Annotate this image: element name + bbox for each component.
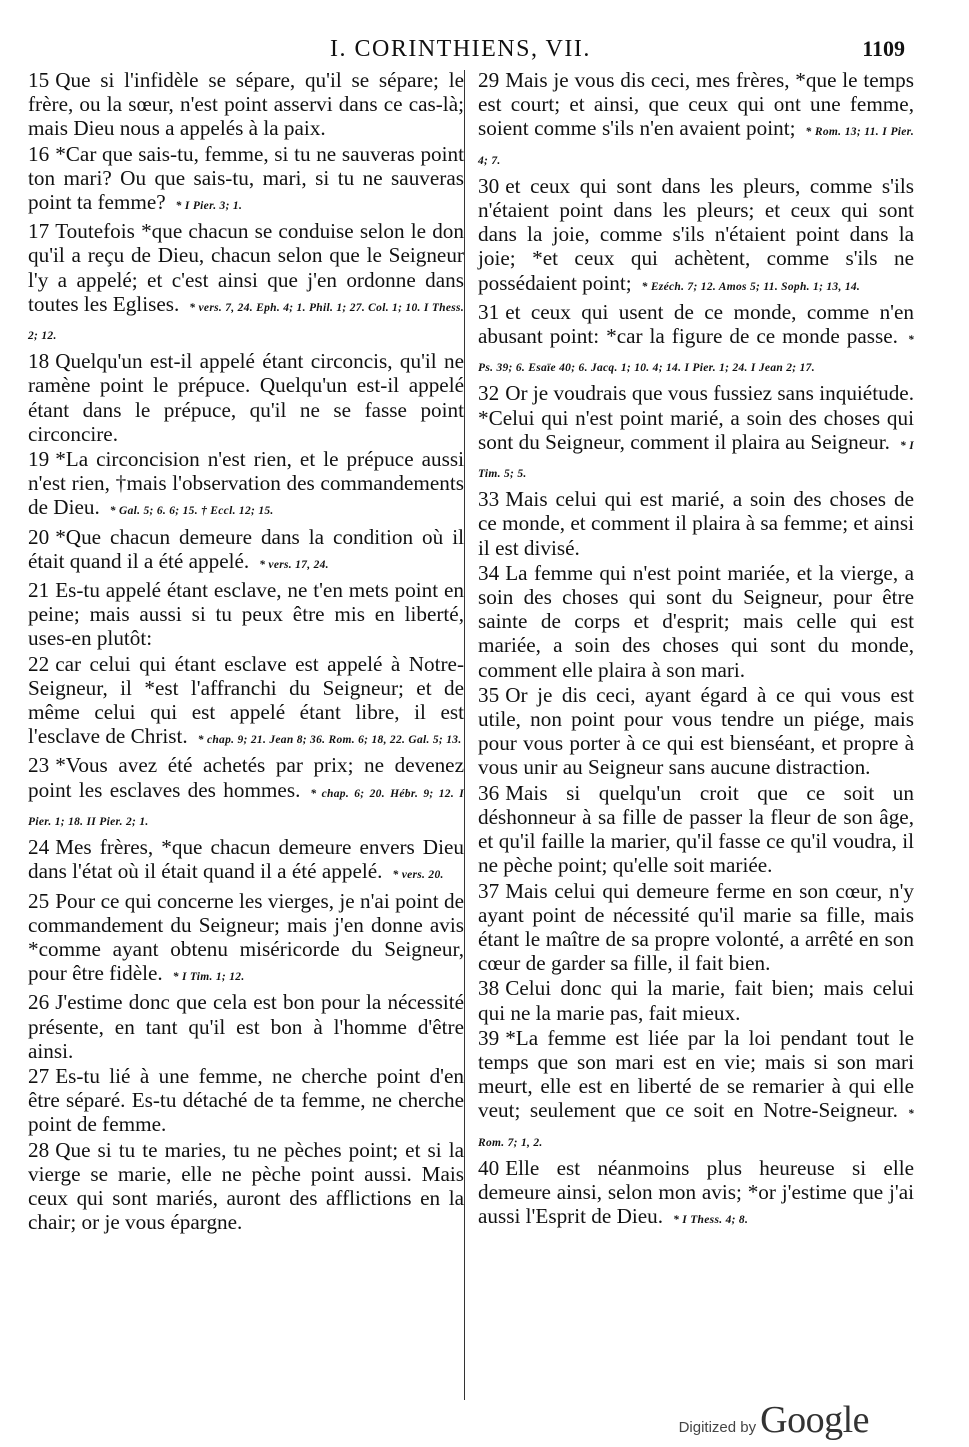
verse	[478, 174, 914, 299]
page-header	[0, 30, 969, 66]
verse-text: et ceux qui sont dans les pleurs, comme s'ils n'étaient point dans les pleurs; et ceux qui sont dans la joie, comme s'ils n'étaient point dans la joie; *et ceux qui achètent, comme s'ils ne possédaient point;	[478, 173, 914, 295]
verse-text: Mais si quelqu'un croit que ce soit un déshonneur à sa fille de passer la fleur de son âge, et qu'il faille la marier, qu'il fasse ce qu'il voudra, il ne pèche point; qu'elle soit mariée.	[478, 780, 914, 878]
verse	[478, 561, 914, 682]
cross-reference: * I Tim. 1; 12.	[172, 971, 245, 984]
verse-text: *Vous avez été achetés par prix; ne devenez point les esclaves des hommes.	[28, 753, 464, 802]
verse-number: 29	[478, 68, 500, 92]
verse	[28, 68, 464, 141]
right-column	[478, 68, 914, 1233]
digitized-label: Digitized by	[678, 1419, 757, 1436]
cross-reference: * vers. 17, 24.	[259, 558, 329, 571]
cross-reference: * I Pier. 3; 1.	[175, 200, 243, 213]
verse-number: 16	[28, 141, 50, 166]
verse-text: Es-tu lié à une femme, ne cherche point d'en être séparé. Es-tu détaché de ta femme, ne cherche point de femme.	[28, 1063, 464, 1137]
verse-number: 31	[478, 299, 500, 324]
verse	[478, 683, 914, 780]
verse	[478, 976, 914, 1024]
verse-number: 28	[28, 1137, 50, 1162]
verse	[28, 525, 464, 577]
verse-text: La femme qui n'est point mariée, et la vierge, a soin des choses qui sont du Seigneur, pour être sainte de corps et d'esprit; mais celle qui est mariée, a soin des choses qui sont du monde, comment elle plaira à son mari.	[478, 560, 914, 682]
verse-text: Mais je vous dis ceci, mes frères, *que le temps est court; et ainsi, que ceux qui ont une femme, soient comme s'ils n'en avaient point;	[478, 68, 914, 141]
verse-text: *Car que sais-tu, femme, si tu ne sauveras point ton mari? Ou que sais-tu, mari, si tu ne sauveras point ta femme?	[28, 141, 464, 215]
verse-number: 21	[28, 578, 50, 603]
verse-text: Celui donc qui la marie, fait bien; mais celui qui ne la marie pas, fait mieux.	[478, 976, 914, 1025]
verse-number: 32	[478, 381, 500, 406]
verse	[28, 219, 464, 348]
verse	[28, 349, 464, 446]
verse	[28, 578, 464, 651]
cross-reference: * chap. 6; 20. Hébr. 9; 12. I Pier. 1; 18. II Pier. 2; 1.	[28, 787, 465, 828]
verse	[28, 142, 464, 219]
verse	[28, 652, 464, 753]
verse	[28, 990, 464, 1063]
verse-text: et ceux qui usent de ce monde, comme n'en abusant point: *car la figure de ce monde passe.	[478, 299, 914, 349]
verse-text: Elle est néanmoins plus heureuse si elle demeure ainsi, selon mon avis; *or j'estime que j'ai aussi l'Esprit de Dieu.	[478, 1155, 914, 1229]
cross-reference: * I Tim. 5; 5.	[478, 439, 914, 481]
verse-number: 23	[28, 753, 50, 778]
verse	[28, 447, 464, 524]
verse-number: 20	[28, 524, 50, 549]
verse-number: 25	[28, 888, 50, 913]
verse-text: Mais celui qui est marié, a soin des choses de ce monde, et comment il plaira à sa femme; et ainsi il est divisé.	[478, 487, 914, 560]
verse-text: Que si tu te maries, tu ne pèches point; et si la vierge se marie, elle ne pèche point aussi. Mais ceux qui sont mariés, auront des afflictions en la chair; or je vous épargne.	[28, 1137, 464, 1235]
verse	[28, 1138, 464, 1235]
verse-text: Or je voudrais que vous fussiez sans inquiétude. *Celui qui n'est point marié, a soin des choses qui sont du Seigneur, comment il plaira au Seigneur.	[478, 381, 914, 454]
verse-number: 36	[478, 780, 500, 805]
verse-text: Quelqu'un est-il appelé étant circoncis, qu'il ne ramène point le prépuce. Quelqu'un est-il appelé étant dans le prépuce, qu'il ne se fasse point circoncire.	[28, 349, 464, 446]
verse	[478, 781, 914, 878]
verse	[28, 889, 464, 990]
verse	[478, 381, 914, 486]
running-title: I. CORINTHIENS, VII.	[330, 36, 591, 62]
verse-number: 39	[478, 1025, 500, 1050]
verse-number: 30	[478, 173, 500, 198]
verse-number: 27	[28, 1063, 50, 1088]
verse	[478, 1026, 914, 1155]
verse-text: Pour ce qui concerne les vierges, je n'ai point de commandement du Seigneur; mais j'en donne avis *comme ayant obtenu miséricorde du Seigneur, pour être fidèle.	[28, 888, 464, 986]
verse	[28, 835, 464, 887]
verse-number: 34	[478, 560, 500, 585]
verse-number: 40	[478, 1155, 500, 1180]
verse-number: 18	[28, 349, 50, 374]
verse	[478, 487, 914, 560]
verse-number: 33	[478, 487, 500, 512]
verse-text: Que si l'infidèle se sépare, qu'il se sépare; le frère, ou la sœur, n'est point asservi dans ce cas-là; mais Dieu nous a appelés à la paix.	[28, 68, 464, 141]
verse	[478, 300, 914, 381]
verse	[478, 879, 914, 976]
verse-number: 35	[478, 682, 500, 707]
cross-reference: * I Thess. 4; 8.	[673, 1214, 749, 1227]
cross-reference: * vers. 7, 24. Eph. 4; 1. Phil. 1; 27. Col. 1; 10. I Thess. 2; 12.	[28, 301, 464, 343]
verse-number: 26	[28, 990, 50, 1015]
verse-text: *La femme est liée par la loi pendant tout le temps que son mari est en vie; mais si son mari meurt, elle est en liberté de se remarier à qui elle veut; seulement que ce soit en Notre-Seigneur.	[478, 1025, 914, 1123]
cross-reference: * Rom. 7; 1, 2.	[478, 1108, 914, 1149]
verse-text: Mes frères, *que chacun demeure envers Dieu dans l'état où il était quand il a été appelé.	[28, 835, 464, 884]
cross-reference: * Ezéch. 7; 12. Amos 5; 11. Soph. 1; 13, 14.	[641, 280, 861, 293]
cross-reference: * chap. 9; 21. Jean 8; 36. Rom. 6; 18, 22. Gal. 5; 13.	[197, 734, 462, 747]
cross-reference: * vers. 20.	[392, 869, 444, 882]
verse	[478, 68, 914, 173]
cross-reference: * Ps. 39; 6. Esaïe 40; 6. Jacq. 1; 10. 4; 14. I Pier. 1; 24. I Jean 2; 17.	[478, 334, 914, 375]
left-column	[28, 68, 464, 1235]
verse	[478, 1156, 914, 1233]
verse-number: 24	[28, 835, 50, 860]
cross-reference: * Rom. 13; 11. I Pier. 4; 7.	[478, 126, 914, 167]
column-divider	[464, 70, 465, 1400]
digitization-footer	[679, 1398, 869, 1442]
verse	[28, 753, 464, 834]
verse-text: car celui qui étant esclave est appelé à Notre-Seigneur, il *est l'affranchi du Seigneur; et de même celui qui est appelé étant libre, il est l'esclave de Christ.	[28, 651, 464, 749]
verse-number: 22	[28, 651, 50, 676]
verse-text: Or je dis ceci, ayant égard à ce qui vous est utile, non point pour vous tendre un piége, mais pour vous porter à ce qui est bienséant, et propre à vous unir au Seigneur sans aucune distraction.	[478, 682, 914, 780]
cross-reference: * Gal. 5; 6. 6; 15. † Eccl. 12; 15.	[109, 505, 274, 518]
verse-text: *La circoncision n'est rien, et le prépuce aussi n'est rien, †mais l'observation des commandements de Dieu.	[28, 447, 464, 520]
verse-number: 37	[478, 878, 500, 903]
verse-number: 17	[28, 219, 50, 244]
verse-number: 38	[478, 976, 500, 1001]
verse-text: Es-tu appelé étant esclave, ne t'en mets point en peine; mais aussi si tu peux être mis en liberté, uses-en plutôt:	[28, 578, 464, 651]
verse	[28, 1064, 464, 1137]
verse-number: 15	[28, 68, 50, 92]
verse-text: *Que chacun demeure dans la condition où il était quand il a été appelé.	[28, 524, 464, 573]
verse-text: J'estime donc que cela est bon pour la nécessité présente, en tant qu'il est bon à l'homme d'être ainsi.	[28, 990, 464, 1063]
verse-text: Toutefois *que chacun se conduise selon le don qu'il a reçu de Dieu, chacun selon que le Seigneur l'y a appelé; et c'est ainsi que j'en ordonne dans toutes les Eglises.	[28, 219, 464, 316]
verse-text: Mais celui qui demeure ferme en son cœur, n'y ayant point de nécessité qu'il marie sa fille, mais étant le maître de sa propre volonté, a arrêté en son cœur de garder sa fille, il fait bien.	[478, 878, 914, 976]
page-number: 1109	[862, 36, 905, 61]
google-logo: Google	[760, 1399, 869, 1441]
verse-number: 19	[28, 447, 50, 472]
